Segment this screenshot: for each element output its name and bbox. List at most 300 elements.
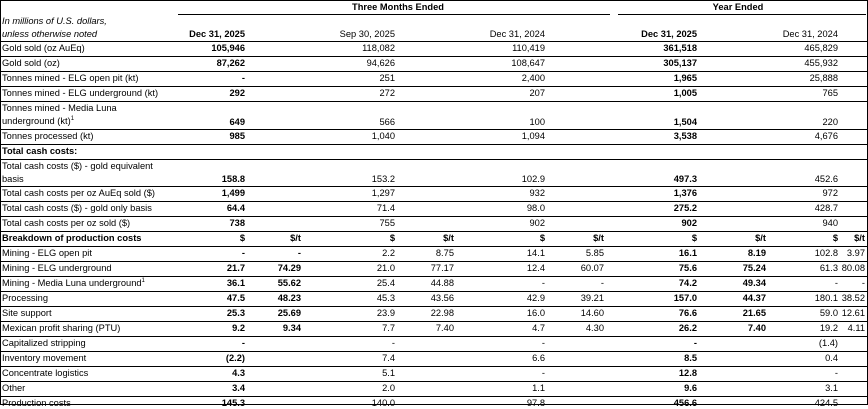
value-fy-25-text: 1,965 xyxy=(673,73,697,83)
cost-q3-25 xyxy=(335,293,395,304)
three-months-header xyxy=(178,2,618,13)
cost-q4-24-text: 12.4 xyxy=(526,263,545,273)
cost-per-tonne-q4-25-text: - xyxy=(297,248,301,258)
value-fy-24 xyxy=(728,218,838,229)
row-label xyxy=(2,131,93,142)
cost-fy-25 xyxy=(637,308,697,319)
unit-dollar-text: $ xyxy=(832,233,838,243)
row-label xyxy=(2,398,71,409)
value-fy-25-text: 1,504 xyxy=(673,117,697,127)
cost-q4-24-text: - xyxy=(541,338,545,348)
row-label-text: Mexican profit sharing (PTU) xyxy=(2,323,121,333)
cost-per-tonne-fy-24 xyxy=(820,278,865,289)
row-label xyxy=(2,58,60,69)
row-divider xyxy=(1,291,867,292)
cost-q4-24-text: - xyxy=(541,278,545,288)
row-divider xyxy=(1,381,867,382)
cost-per-tonne-q3-25 xyxy=(409,308,454,319)
cost-per-tonne-q3-25-text: 8.75 xyxy=(435,248,454,258)
value-q3-25 xyxy=(285,131,395,142)
cost-q4-25 xyxy=(185,248,245,259)
units-note-line2 xyxy=(2,29,97,40)
cost-q4-24-text: 1.1 xyxy=(532,383,545,393)
cost-per-tonne-q4-24-text: 4.30 xyxy=(585,323,604,333)
row-label xyxy=(2,338,86,349)
value-fy-25 xyxy=(587,188,697,199)
value-fy-24 xyxy=(728,58,838,69)
value-q4-25-text: 738 xyxy=(229,218,245,228)
row-label xyxy=(2,161,153,172)
cost-q4-25-text: 36.1 xyxy=(226,278,245,288)
value-fy-25-text: 1,005 xyxy=(673,88,697,98)
row-label-text: Total cash costs per oz sold ($) xyxy=(2,218,131,228)
value-fy-25 xyxy=(587,73,697,84)
value-q4-24 xyxy=(435,218,545,229)
cost-per-tonne-fy-25 xyxy=(721,308,766,319)
value-q4-24 xyxy=(435,58,545,69)
unit-dollar-text: $ xyxy=(239,233,245,243)
cost-per-tonne-fy-25-text: 21.65 xyxy=(742,308,766,318)
cost-fy-25 xyxy=(637,323,697,334)
cost-fy-24-text: 3.1 xyxy=(825,383,838,393)
cost-per-tonne-fy-24 xyxy=(820,263,865,274)
row-divider xyxy=(1,201,867,202)
cost-q4-24 xyxy=(485,248,545,259)
cost-per-tonne-q4-24 xyxy=(559,248,604,259)
cost-q3-25 xyxy=(335,338,395,349)
row-divider xyxy=(1,56,867,57)
cost-fy-25-text: - xyxy=(693,338,697,348)
row-label-text: Production costs xyxy=(2,398,71,408)
value-q4-25 xyxy=(135,188,245,199)
cost-q3-25 xyxy=(335,263,395,274)
value-q3-25 xyxy=(285,218,395,229)
unit-per-tonne xyxy=(832,233,865,244)
cost-per-tonne-q3-25-text: 44.88 xyxy=(430,278,454,288)
row-divider xyxy=(1,306,867,307)
value-q4-25 xyxy=(135,73,245,84)
cost-q4-24 xyxy=(485,353,545,364)
cost-q3-25 xyxy=(335,323,395,334)
cost-q4-25 xyxy=(185,263,245,274)
value-fy-24-text: 972 xyxy=(822,188,838,198)
cost-per-tonne-q4-25 xyxy=(256,263,301,274)
column-q3-2025-text: Sep 30, 2025 xyxy=(339,29,395,39)
year-ended-header-text: Year Ended xyxy=(712,2,764,12)
cost-q4-24-text: 97.8 xyxy=(526,398,545,408)
row-label-text: Tonnes mined - ELG open pit (kt) xyxy=(2,73,139,83)
cost-fy-24-text: 180.1 xyxy=(814,293,838,303)
row-label-text: Other xyxy=(2,383,26,393)
cost-q4-24 xyxy=(485,323,545,334)
value-fy-24-text: 465,829 xyxy=(804,43,838,53)
value-q3-25-text: 251 xyxy=(379,73,395,83)
cost-fy-24-text: 19.2 xyxy=(819,323,838,333)
cost-per-tonne-fy-24 xyxy=(820,248,865,259)
value-q3-25-text: 272 xyxy=(379,88,395,98)
value-q3-25-text: 1,040 xyxy=(371,131,395,141)
cost-per-tonne-q3-25-text: 7.40 xyxy=(435,323,454,333)
cost-q4-25-text: 21.7 xyxy=(226,263,245,273)
value-q3-25-text: 71.4 xyxy=(376,203,395,213)
column-fy-2025-text: Dec 31, 2025 xyxy=(641,29,697,39)
row-label-text: Mining - Media Luna underground xyxy=(2,278,142,288)
cost-q4-24 xyxy=(485,338,545,349)
cost-per-tonne-fy-24-text: - xyxy=(861,278,865,288)
value-q4-24-text: 110,419 xyxy=(512,43,545,53)
value-fy-25-text: 275.2 xyxy=(673,203,697,213)
cost-q4-25 xyxy=(185,278,245,289)
value-q4-25-text: 292 xyxy=(229,88,245,98)
cost-per-tonne-q4-24 xyxy=(559,278,604,289)
cost-per-tonne-fy-24 xyxy=(820,308,865,319)
cost-q3-25-text: - xyxy=(391,338,395,348)
value-fy-24-text: 455,932 xyxy=(804,58,838,68)
column-q4-2025-text: Dec 31, 2025 xyxy=(189,29,245,39)
cost-per-tonne-fy-24-text: 3.97 xyxy=(846,248,865,258)
cost-fy-25-text: 8.5 xyxy=(684,353,697,363)
cost-q4-25-text: 3.4 xyxy=(232,383,245,393)
value-q4-24 xyxy=(435,117,545,128)
value-q4-25-text: - xyxy=(241,73,245,83)
row-label-text: Processing xyxy=(2,293,48,303)
unit-per-tonne-text: $/t xyxy=(755,233,766,243)
value-fy-25-text: 497.3 xyxy=(673,174,697,184)
unit-per-tonne xyxy=(574,233,604,244)
cost-per-tonne-fy-24-text: 38.52 xyxy=(841,293,865,303)
value-q3-25-text: 755 xyxy=(379,218,395,228)
value-fy-25-text: 902 xyxy=(681,218,697,228)
row-label-text: Mining - ELG underground xyxy=(2,263,112,273)
cost-per-tonne-q3-25 xyxy=(409,278,454,289)
value-fy-25 xyxy=(587,43,697,54)
cost-fy-24 xyxy=(778,353,838,364)
unit-dollar-text: $ xyxy=(389,233,395,243)
units-note-line2-text: unless otherwise noted xyxy=(2,29,98,39)
cost-fy-25-text: 74.2 xyxy=(678,278,697,288)
value-q3-25-text: 94,626 xyxy=(366,58,395,68)
unit-dollar xyxy=(515,233,545,244)
cost-fy-24-text: 424.5 xyxy=(814,398,838,408)
value-q3-25 xyxy=(285,174,395,185)
cost-per-tonne-q3-25 xyxy=(409,248,454,259)
row-divider xyxy=(1,246,867,247)
cost-per-tonne-q4-24-text: 5.85 xyxy=(585,248,604,258)
cost-per-tonne-q4-24-text: 39.21 xyxy=(580,293,604,303)
unit-dollar-text: $ xyxy=(539,233,545,243)
row-label xyxy=(2,353,86,364)
value-fy-25 xyxy=(587,58,697,69)
row-label-text: Total cash costs ($) - gold equivalent xyxy=(2,161,153,171)
cost-per-tonne-fy-25-text: 7.40 xyxy=(747,323,766,333)
value-fy-24-text: 25,888 xyxy=(809,73,838,83)
section-breakdown xyxy=(2,233,141,244)
row-label-text: Tonnes mined - ELG underground (kt) xyxy=(2,88,159,98)
cost-per-tonne-q4-25 xyxy=(256,323,301,334)
unit-dollar xyxy=(667,233,697,244)
value-fy-24 xyxy=(728,73,838,84)
value-q4-24 xyxy=(435,203,545,214)
cost-q3-25 xyxy=(335,353,395,364)
value-fy-25 xyxy=(587,174,697,185)
cost-q3-25-text: 2.2 xyxy=(382,248,395,258)
value-q3-25 xyxy=(285,73,395,84)
value-fy-24-text: 452.6 xyxy=(814,174,838,184)
value-q4-25-text: 158.8 xyxy=(221,174,245,184)
value-fy-25-text: 305,137 xyxy=(663,58,697,68)
cost-per-tonne-q3-25-text: 43.56 xyxy=(430,293,454,303)
cost-q3-25 xyxy=(335,248,395,259)
row-label xyxy=(2,293,48,304)
cost-q4-25 xyxy=(185,398,245,409)
row-divider xyxy=(1,321,867,322)
row-label xyxy=(2,73,138,84)
row-divider xyxy=(1,159,867,160)
cost-fy-25 xyxy=(637,248,697,259)
cost-per-tonne-fy-25 xyxy=(721,323,766,334)
cost-q4-25 xyxy=(185,353,245,364)
value-q4-25 xyxy=(135,203,245,214)
cost-per-tonne-q4-24 xyxy=(559,323,604,334)
value-fy-25-text: 3,538 xyxy=(673,131,697,141)
value-q4-24 xyxy=(435,188,545,199)
cost-per-tonne-q4-25 xyxy=(256,248,301,259)
cost-fy-25-text: 12.8 xyxy=(678,368,697,378)
cost-q4-24-text: 42.9 xyxy=(526,293,545,303)
unit-per-tonne xyxy=(736,233,766,244)
row-divider xyxy=(1,276,867,277)
value-fy-25 xyxy=(587,218,697,229)
value-q4-25 xyxy=(135,131,245,142)
cost-q4-25 xyxy=(185,323,245,334)
cost-fy-24-text: - xyxy=(834,368,838,378)
column-q4-2025 xyxy=(135,29,245,40)
cost-per-tonne-q3-25-text: 22.98 xyxy=(430,308,454,318)
unit-per-tonne xyxy=(271,233,301,244)
row-divider xyxy=(1,144,867,145)
value-q4-25 xyxy=(135,117,245,128)
value-q3-25 xyxy=(285,88,395,99)
unit-per-tonne xyxy=(424,233,454,244)
row-label-text: underground (kt) xyxy=(2,116,71,126)
cost-per-tonne-q3-25 xyxy=(409,293,454,304)
cost-fy-25-text: 157.0 xyxy=(673,293,697,303)
cost-q3-25 xyxy=(335,368,395,379)
cost-q3-25 xyxy=(335,383,395,394)
value-q4-25-text: 64.4 xyxy=(226,203,245,213)
cost-fy-25 xyxy=(637,293,697,304)
cost-per-tonne-q4-25-text: 9.34 xyxy=(282,323,301,333)
cost-q3-25-text: 7.7 xyxy=(382,323,395,333)
cost-per-tonne-fy-25 xyxy=(721,263,766,274)
row-divider xyxy=(1,41,867,42)
cost-q4-24 xyxy=(485,398,545,409)
cost-q3-25-text: 25.4 xyxy=(376,278,395,288)
value-q4-25-text: 1,499 xyxy=(221,188,245,198)
cost-q3-25 xyxy=(335,398,395,409)
cost-q3-25-text: 45.3 xyxy=(376,293,395,303)
value-q3-25 xyxy=(285,58,395,69)
value-q4-25 xyxy=(135,58,245,69)
cost-q4-25-text: 25.3 xyxy=(226,308,245,318)
value-fy-24 xyxy=(728,131,838,142)
row-label xyxy=(2,383,25,394)
unit-per-tonne-text: $/t xyxy=(290,233,301,243)
unit-per-tonne-text: $/t xyxy=(854,233,865,243)
cost-fy-24-text: (1.4) xyxy=(818,338,838,348)
row-label xyxy=(2,43,85,54)
value-fy-24 xyxy=(728,174,838,185)
row-divider xyxy=(1,336,867,337)
value-q4-24-text: 1,094 xyxy=(521,131,545,141)
value-q4-24-text: 932 xyxy=(529,188,545,198)
column-fy-2025 xyxy=(587,29,697,40)
unit-per-tonne-text: $/t xyxy=(443,233,454,243)
cost-q4-25 xyxy=(185,383,245,394)
cost-per-tonne-q4-25-text: 25.69 xyxy=(277,308,301,318)
cost-per-tonne-q4-25 xyxy=(256,293,301,304)
value-q3-25 xyxy=(285,203,395,214)
row-label xyxy=(2,248,92,259)
cost-q4-25-text: 47.5 xyxy=(226,293,245,303)
units-note-line1-text: In millions of U.S. dollars, xyxy=(2,16,107,26)
row-divider xyxy=(1,366,867,367)
cost-per-tonne-q4-24-text: - xyxy=(600,278,604,288)
row-divider xyxy=(1,231,867,232)
row-label xyxy=(2,323,120,334)
cost-per-tonne-fy-25-text: 49.34 xyxy=(742,278,766,288)
cost-q4-24 xyxy=(485,263,545,274)
cost-q3-25 xyxy=(335,308,395,319)
row-label xyxy=(2,263,112,274)
value-q3-25-text: 118,082 xyxy=(362,43,395,53)
cost-q4-24 xyxy=(485,368,545,379)
row-divider xyxy=(1,216,867,217)
row-label-text: Tonnes processed (kt) xyxy=(2,131,94,141)
unit-dollar xyxy=(808,233,838,244)
column-q4-2024-text: Dec 31, 2024 xyxy=(489,29,545,39)
value-fy-24-text: 428.7 xyxy=(814,203,838,213)
row-label-text: Inventory movement xyxy=(2,353,87,363)
cost-fy-25-text: 75.6 xyxy=(678,263,697,273)
cost-fy-25 xyxy=(637,338,697,349)
row-label xyxy=(2,368,88,379)
cost-fy-25-text: 9.6 xyxy=(684,383,697,393)
value-fy-24 xyxy=(728,88,838,99)
cost-per-tonne-fy-24 xyxy=(820,323,865,334)
cost-per-tonne-fy-24-text: 4.11 xyxy=(847,323,865,333)
cost-fy-24 xyxy=(778,338,838,349)
value-fy-25 xyxy=(587,131,697,142)
value-q4-24 xyxy=(435,43,545,54)
row-label xyxy=(2,188,155,199)
section-total-cash-costs-text: Total cash costs: xyxy=(2,146,78,156)
cost-fy-24-text: 0.4 xyxy=(825,353,838,363)
value-fy-24 xyxy=(728,203,838,214)
cost-q4-24 xyxy=(485,308,545,319)
cost-per-tonne-fy-25 xyxy=(721,293,766,304)
cost-fy-25 xyxy=(637,278,697,289)
cost-per-tonne-q4-25 xyxy=(256,278,301,289)
cost-q4-24-text: 4.7 xyxy=(532,323,545,333)
value-q4-25-text: 649 xyxy=(229,117,245,127)
value-fy-25-text: 361,518 xyxy=(663,43,697,53)
value-q4-24-text: 100 xyxy=(529,117,545,127)
cost-q4-24-text: 14.1 xyxy=(526,248,545,258)
cost-fy-24-text: - xyxy=(834,278,838,288)
cost-per-tonne-fy-25-text: 8.19 xyxy=(747,248,766,258)
value-q4-24-text: 102.9 xyxy=(521,174,545,184)
cost-fy-25 xyxy=(637,383,697,394)
cost-q4-24-text: - xyxy=(541,368,545,378)
value-fy-24 xyxy=(728,43,838,54)
value-fy-24 xyxy=(728,117,838,128)
cost-per-tonne-q3-25-text: 77.17 xyxy=(430,263,454,273)
column-q3-2025 xyxy=(285,29,395,40)
value-q4-24-text: 98.0 xyxy=(526,203,545,213)
column-fy-2024-text: Dec 31, 2024 xyxy=(782,29,838,39)
cost-q4-25-text: (2.2) xyxy=(225,353,245,363)
cost-fy-25-text: 26.2 xyxy=(678,323,697,333)
section-total-cash-costs xyxy=(2,146,77,157)
row-label-text: Total cash costs per oz AuEq sold ($) xyxy=(2,188,155,198)
cost-q4-25-text: - xyxy=(241,248,245,258)
cost-per-tonne-q4-25 xyxy=(256,308,301,319)
row-label-text: Capitalized stripping xyxy=(2,338,86,348)
row-label-text: Concentrate logistics xyxy=(2,368,89,378)
cost-per-tonne-q3-25 xyxy=(409,263,454,274)
cost-fy-25-text: 456.6 xyxy=(673,398,697,408)
value-q3-25-text: 153.2 xyxy=(371,174,395,184)
column-q4-2024 xyxy=(435,29,545,40)
cost-q3-25-text: 21.0 xyxy=(376,263,395,273)
row-label xyxy=(2,116,74,127)
column-fy-2024 xyxy=(728,29,838,40)
cost-per-tonne-q4-24 xyxy=(559,293,604,304)
row-label xyxy=(2,203,152,214)
row-label xyxy=(2,218,130,229)
cost-q3-25-text: 5.1 xyxy=(382,368,395,378)
cost-fy-24 xyxy=(778,398,838,409)
cost-fy-25-text: 16.1 xyxy=(678,248,697,258)
cost-q3-25-text: 2.0 xyxy=(382,383,395,393)
row-divider xyxy=(1,71,867,72)
cost-q3-25-text: 140.0 xyxy=(371,398,395,408)
row-label xyxy=(2,278,145,289)
row-divider xyxy=(1,86,867,87)
value-fy-24-text: 765 xyxy=(822,88,838,98)
cost-per-tonne-q4-24-text: 60.07 xyxy=(580,263,604,273)
value-q3-25 xyxy=(285,43,395,54)
row-label-text: Gold sold (oz) xyxy=(2,58,60,68)
cost-fy-25 xyxy=(637,353,697,364)
row-label xyxy=(2,103,117,114)
section-breakdown-text: Breakdown of production costs xyxy=(2,233,142,243)
year-ended-header xyxy=(610,2,866,13)
cost-per-tonne-q4-24 xyxy=(559,263,604,274)
value-q4-25-text: 87,262 xyxy=(216,58,245,68)
value-fy-24-text: 220 xyxy=(822,117,838,127)
value-q4-24-text: 902 xyxy=(529,218,545,228)
value-q4-25-text: 985 xyxy=(229,131,245,141)
cost-fy-25-text: 76.6 xyxy=(678,308,697,318)
row-label-text: basis xyxy=(2,174,24,184)
value-q4-24 xyxy=(435,88,545,99)
unit-dollar xyxy=(215,233,245,244)
cost-q4-24-text: 6.6 xyxy=(532,353,545,363)
cost-q4-25-text: 9.2 xyxy=(232,323,245,333)
row-divider xyxy=(1,101,867,102)
